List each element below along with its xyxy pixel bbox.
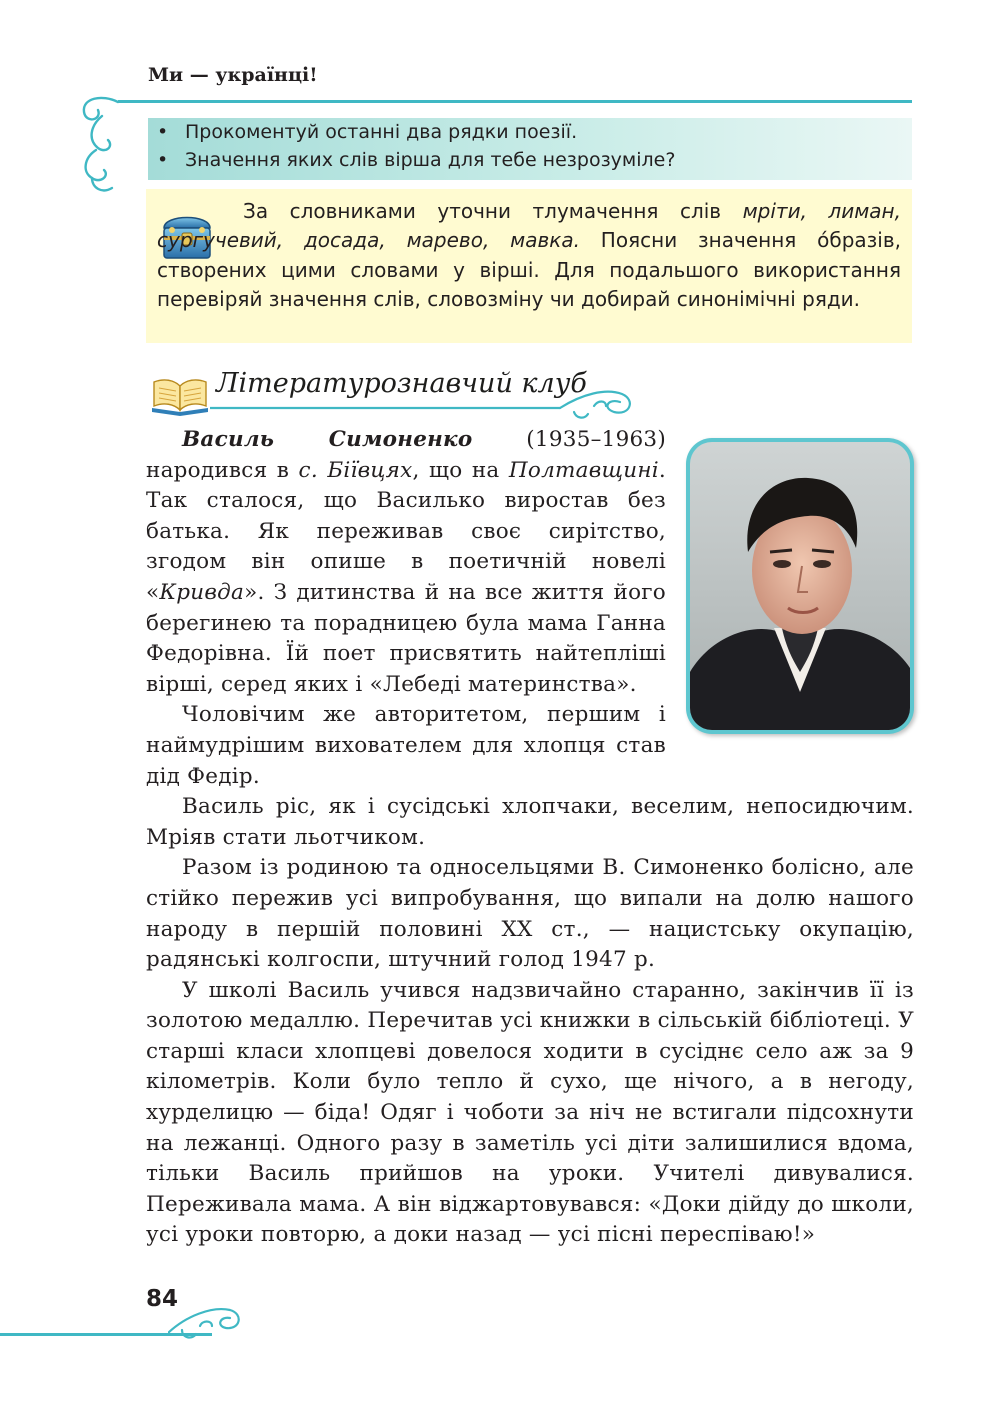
paragraph: Василь ріс, як і сусідські хлопчаки, веселим, непосидючим. Мріяв стати льотчиком.	[146, 794, 914, 850]
club-title: Літературознавчий клуб	[216, 368, 587, 399]
author-name: Василь Симоненко	[182, 427, 473, 452]
article-body	[146, 425, 914, 1251]
text: (1935–1963) народився в	[146, 427, 666, 483]
question-item: • Прокоментуй останні два рядки поезії.	[185, 121, 577, 143]
task-intro: За словниками уточни тлумачення слів	[243, 199, 743, 223]
swirl-ornament-icon	[72, 92, 128, 202]
novel-title: Кривда	[159, 579, 245, 605]
section-title: Ми — українці!	[148, 64, 318, 86]
text: . Так сталося, що Василько виростав без батька. Як переживав своє сирітство, згодом він опише в поетичній новелі «	[146, 457, 667, 605]
task-rest: Поясни значення о́бразів, створених цими словами у вірші. Для подальшого використання перевіряй значення слів, словозміну чи добирай синонімічні ряди.	[157, 228, 901, 311]
swirl-ornament-icon	[168, 1296, 248, 1340]
task-text	[157, 197, 901, 314]
paragraph: Разом із родиною та односельцями В. Симоненко болісно, але стійко пережив усі випробування, що випали на долю нашого народу в першій половині XX ст., — нацистську окупацію, радянські колгоспи, штучний голод 1947 р.	[146, 855, 914, 973]
swirl-ornament-icon	[210, 376, 650, 420]
page-number: 84	[146, 1286, 179, 1312]
village: с. Біївцях	[298, 457, 413, 483]
open-book-icon	[148, 372, 212, 416]
paragraph: У школі Василь учився надзвичайно старанно, закінчив її із золотою медаллю. Перечитав усі книжки в сільській бібліотеці. У старші класи хлопцеві довелося ходити в сусіднє село аж за 9 кілометрів. Коли було тепло й сухо, ще нічого, а в негоду, хурделицю — біда! Одяг і чоботи за ніч не встигали підсохнути на лежанці. Одного разу в заметіль усі діти залишилися вдома, тільки Василь прийшов на уроки. Учителі дивувалися. Переживала мама. А він віджартовувався: «Доки дійду до школи, усі уроки повторю, а доки назад — усі пісні переспіваю!»	[146, 977, 914, 1248]
region: Полтавщині	[508, 457, 659, 483]
portrait-spacer	[666, 425, 914, 757]
question-item: • Значення яких слів вірша для тебе незрозуміле?	[185, 149, 675, 171]
paragraph: Чоловічим же авторитетом, першим і наймудрішим вихователем для хлопця став дід Федір.	[146, 702, 666, 789]
header-rule	[118, 100, 912, 103]
task-words: мріти, лиман, сургучевий, досада, марево, мавка.	[157, 199, 901, 253]
text: , що на	[412, 457, 509, 483]
text: ». З дитинства й на все життя його берегинею та порадницею була мама Ганна Федорівна. Їй поет присвятить найтепліші вірші, серед яких і «Лебеді материнства».	[146, 579, 666, 697]
